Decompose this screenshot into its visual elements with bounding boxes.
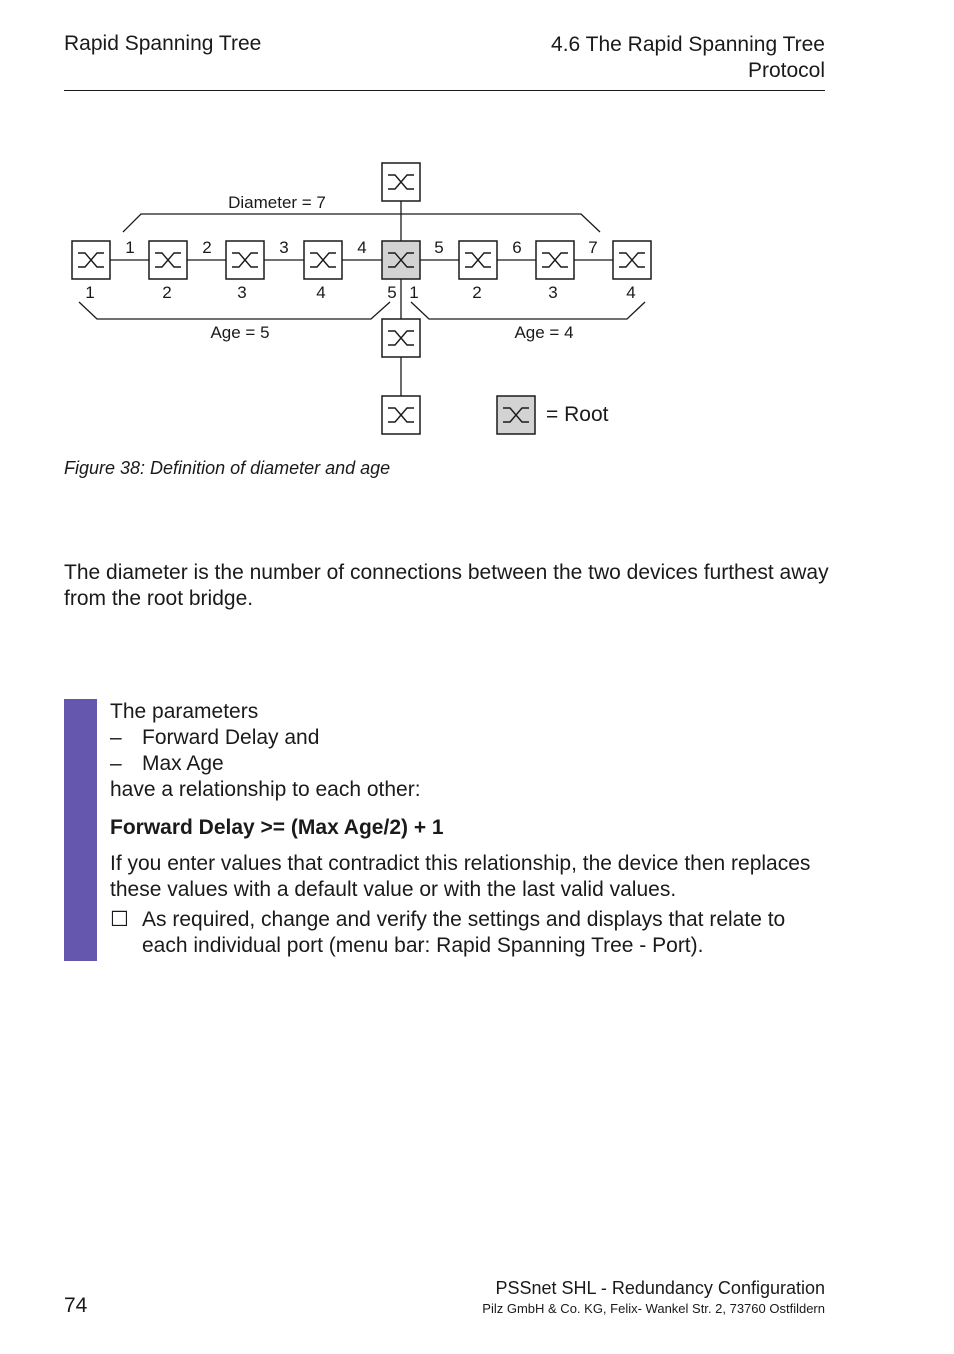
diameter-bracket [123,214,600,232]
link-number: 5 [434,238,444,257]
age-number-left: 4 [316,283,326,302]
age-left-bracket [79,302,390,319]
link-number: 2 [202,238,212,257]
note-formula: Forward Delay >= (Max Age/2) + 1 [110,816,444,839]
list-item-text: Max Age [142,752,224,775]
age-number-left: 5 [387,283,397,302]
list-item [110,751,830,777]
checkbox-marker: ☐ [110,908,129,931]
age-number-left: 2 [162,283,172,302]
page-number: 74 [64,1294,88,1317]
figure-caption: Figure 38: Definition of diameter and age [64,458,391,478]
age-number-right: 1 [409,283,419,302]
note-after: have a relationship to each other: [110,778,421,801]
age-number-left: 1 [85,283,95,302]
link-number: 4 [357,238,367,257]
switch-node-icon [459,241,497,279]
age-number-left: 3 [237,283,247,302]
switch-node-icon [382,396,420,434]
root-switch-icon [382,241,420,279]
list-dash: – [110,752,122,775]
note-step [110,907,830,959]
link-number: 6 [512,238,522,257]
footer-info [482,1278,825,1316]
body-paragraph: The diameter is the number of connections between the two devices furthest away from the root bridge. [64,561,829,610]
link-number: 3 [279,238,289,257]
switch-node-icon [382,163,420,201]
list-item [110,725,830,751]
switch-node-icon [536,241,574,279]
diameter-label: Diameter = 7 [228,193,326,212]
switch-node-icon [149,241,187,279]
note-intro: The parameters [110,700,259,723]
note-paragraph: If you enter values that contradict this relationship, the device then replaces these values with a default value or with the last valid values. [110,852,811,901]
age-right-label: Age = 4 [514,323,574,342]
switch-node-icon [304,241,342,279]
age-right-bracket [411,302,645,319]
list-item-text: Forward Delay and [142,726,320,749]
header-chapter-line1: 4.6 The Rapid Spanning Tree [551,33,825,56]
note-sidebar-bar [64,699,97,961]
legend-root-switch-icon [497,396,535,434]
switch-node-icon [382,319,420,357]
switch-node-icon [72,241,110,279]
header-chapter-line2: Protocol [747,59,825,82]
note-step-text: As required, change and verify the settings and displays that relate to each individual port (menu bar: Rapid Spanning Tree - Port). [142,908,786,957]
switch-node-icon [226,241,264,279]
age-number-right: 2 [472,283,482,302]
note-block [110,699,830,959]
link-number: 7 [588,238,598,257]
footer-title: PSSnet SHL - Redundancy Configuration [495,1278,825,1298]
age-number-right: 3 [548,283,558,302]
legend-root-label: = Root [546,403,609,426]
header-section-title: Rapid Spanning Tree [64,32,262,55]
age-left-label: Age = 5 [210,323,270,342]
diameter-age-diagram [0,0,954,450]
link-number: 1 [125,238,135,257]
switch-node-icon [613,241,651,279]
list-dash: – [110,726,122,749]
footer-address: Pilz GmbH & Co. KG, Felix- Wankel Str. 2, 73760 Ostfildern [482,1301,825,1316]
age-number-right: 4 [626,283,636,302]
